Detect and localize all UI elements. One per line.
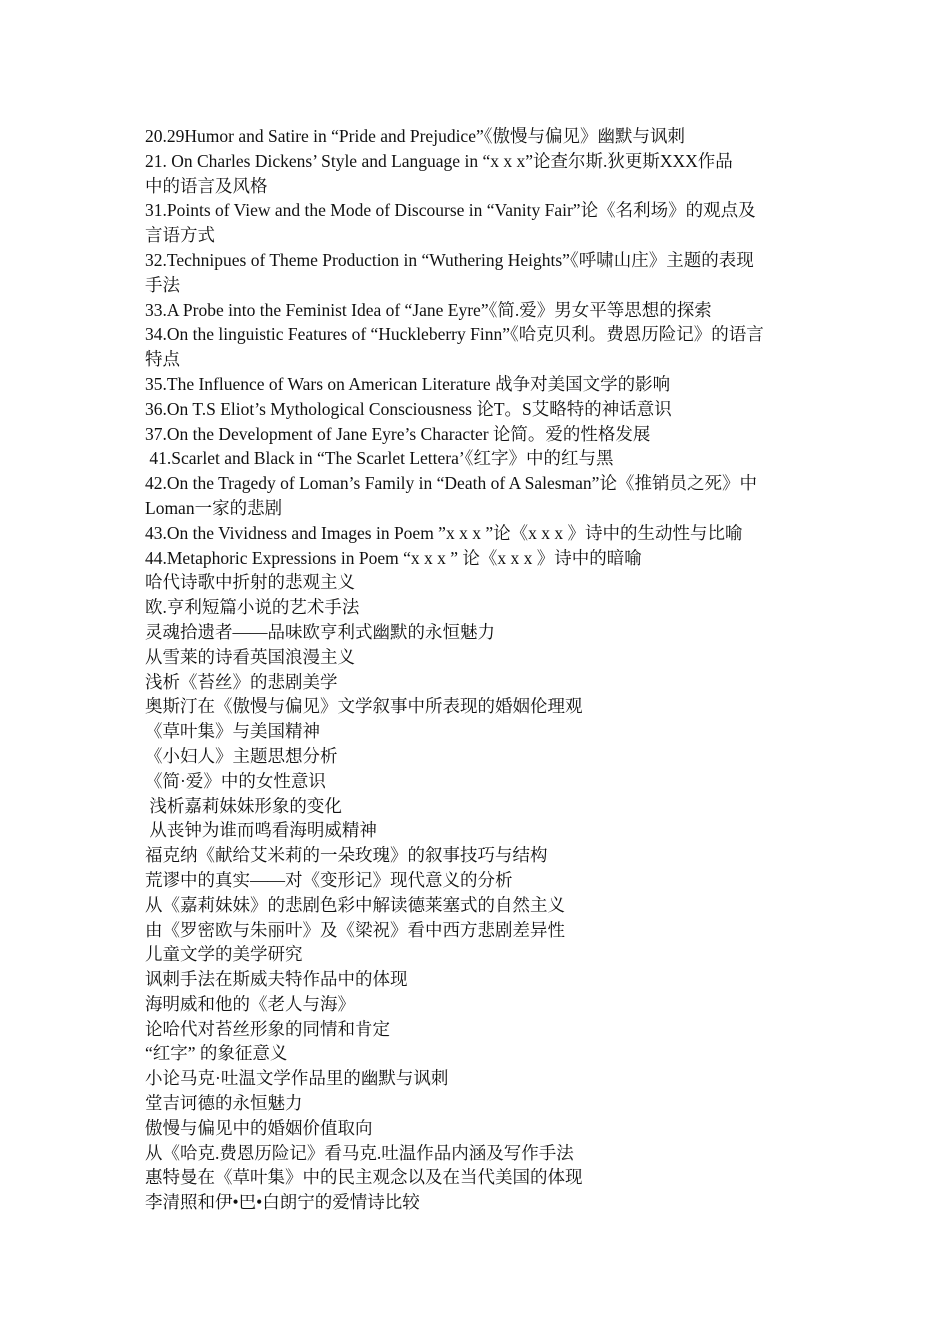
text-line: 21. On Charles Dickens’ Style and Language in “x x x”论查尔斯.狄更斯XXX作品 — [145, 150, 733, 171]
text-line: 中的语言及风格 — [145, 175, 268, 196]
text-line: 福克纳《献给艾米莉的一朵玫瑰》的叙事技巧与结构 — [145, 845, 548, 866]
text-line: 从《哈克.费恩历险记》看马克.吐温作品内涵及写作手法 — [145, 1142, 574, 1163]
text-line: 31.Points of View and the Mode of Discourse in “Vanity Fair”论《名利场》的观点及 — [145, 200, 756, 221]
text-line: 20.29Humor and Satire in “Pride and Prejudice”《傲慢与偏见》幽默与讽刺 — [145, 126, 685, 146]
text-line: 从丧钟为谁而鸣看海明威精神 — [145, 820, 377, 841]
text-line: 特点 — [145, 349, 180, 370]
document-page — [145, 124, 815, 1215]
text-line: 42.On the Tragedy of Loman’s Family in “Death of A Salesman”论《推销员之死》中 — [145, 473, 757, 494]
text-line: 海明威和他的《老人与海》 — [145, 993, 355, 1014]
text-line: 浅析嘉莉妹妹形象的变化 — [145, 795, 342, 816]
text-line: 《草叶集》与美国精神 — [145, 721, 320, 742]
text-line: 36.On T.S Eliot’s Mythological Consciousness 论T。S艾略特的神话意识 — [145, 398, 672, 419]
text-line: 32.Technipues of Theme Production in “Wuthering Heights”《呼啸山庄》主题的表现 — [145, 249, 754, 270]
text-line: 哈代诗歌中折射的悲观主义 — [145, 572, 355, 593]
text-line: 手法 — [145, 274, 180, 295]
text-line: 41.Scarlet and Black in “The Scarlet Lettera’《红字》中的红与黑 — [145, 448, 614, 469]
text-line: 37.On the Development of Jane Eyre’s Character 论简。爱的性格发展 — [145, 423, 651, 444]
text-line: 惠特曼在《草叶集》中的民主观念以及在当代美国的体现 — [145, 1167, 583, 1188]
text-line: 荒谬中的真实——对《变形记》现代意义的分析 — [145, 869, 513, 890]
text-line: “红字” 的象征意义 — [145, 1043, 288, 1064]
text-line: 《简·爱》中的女性意识 — [145, 770, 326, 791]
text-line: 奥斯汀在《傲慢与偏见》文学叙事中所表现的婚姻伦理观 — [145, 696, 583, 717]
text-line: 言语方式 — [145, 225, 215, 246]
text-line: 小论马克·吐温文学作品里的幽默与讽刺 — [145, 1068, 449, 1089]
text-line: 35.The Influence of Wars on American Literature 战争对美国文学的影响 — [145, 373, 671, 394]
text-line: 44.Metaphoric Expressions in Poem “x x x ” 论《x x x 》诗中的暗喻 — [145, 547, 642, 568]
text-line: 讽刺手法在斯威夫特作品中的体现 — [145, 969, 408, 990]
text-line: 43.On the Vividness and Images in Poem ”x x x ”论《x x x 》诗中的生动性与比喻 — [145, 522, 743, 543]
text-line: 从雪莱的诗看英国浪漫主义 — [145, 646, 355, 667]
text-line: 儿童文学的美学研究 — [145, 944, 303, 965]
text-line: 论哈代对苔丝形象的同情和肯定 — [145, 1018, 390, 1039]
text-line: 傲慢与偏见中的婚姻价值取向 — [145, 1117, 373, 1138]
text-line: 欧.亨利短篇小说的艺术手法 — [145, 597, 360, 618]
text-line: 从《嘉莉妹妹》的悲剧色彩中解读德莱塞式的自然主义 — [145, 894, 565, 915]
text-line: 堂吉诃德的永恒魅力 — [145, 1093, 303, 1114]
text-line: 浅析《苔丝》的悲剧美学 — [145, 671, 338, 692]
text-line: 由《罗密欧与朱丽叶》及《梁祝》看中西方悲剧差异性 — [145, 919, 565, 940]
text-line: Loman一家的悲剧 — [145, 497, 283, 518]
text-line: 34.On the linguistic Features of “Huckleberry Finn”《哈克贝利。费恩历险记》的语言 — [145, 324, 764, 345]
text-line: 《小妇人》主题思想分析 — [145, 745, 338, 766]
text-line: 灵魂拾遗者——品味欧亨利式幽默的永恒魅力 — [145, 621, 495, 642]
text-line: 33.A Probe into the Feminist Idea of “Jane Eyre”《简.爱》男女平等思想的探索 — [145, 299, 712, 320]
text-line: 李清照和伊•巴•白朗宁的爱情诗比较 — [145, 1192, 420, 1213]
